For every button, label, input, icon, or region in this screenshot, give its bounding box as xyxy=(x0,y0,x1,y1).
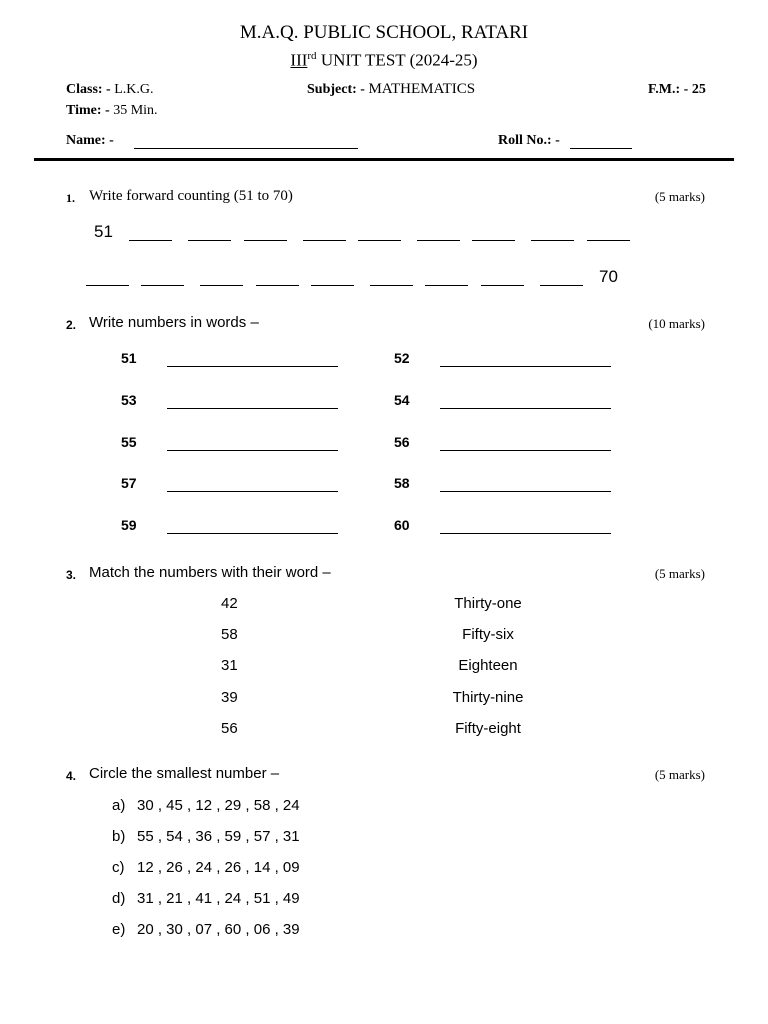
q1-count-blank[interactable] xyxy=(587,240,630,241)
q2-number: 2. xyxy=(66,318,77,332)
q2-left-number: 57 xyxy=(121,475,137,491)
q1-number: 1. xyxy=(66,191,75,205)
subject-info xyxy=(307,81,475,98)
q4-option-values[interactable]: 12 , 26 , 24 , 26 , 14 , 09 xyxy=(137,859,300,876)
name-field[interactable] xyxy=(134,148,358,149)
q4-option-label: b) xyxy=(112,828,126,845)
q1-count-blank[interactable] xyxy=(200,285,243,286)
q4-option-label: a) xyxy=(112,797,126,814)
q1-count-blank[interactable] xyxy=(141,285,184,286)
q2-answer-line[interactable] xyxy=(440,533,611,534)
q1-end-number: 70 xyxy=(599,267,618,286)
q4-option-label: e) xyxy=(112,921,126,938)
q1-count-blank[interactable] xyxy=(86,285,129,286)
q1-count-blank[interactable] xyxy=(188,240,231,241)
q1-count-blank[interactable] xyxy=(303,240,346,241)
q1-start-number: 51 xyxy=(94,222,113,241)
fm-value: 25 xyxy=(691,82,706,97)
q3-word-item[interactable]: Fifty-eight xyxy=(455,720,521,737)
q2-answer-line[interactable] xyxy=(440,408,611,409)
q3-number-item[interactable]: 31 xyxy=(221,657,238,674)
q1-count-blank[interactable] xyxy=(531,240,574,241)
header-divider xyxy=(34,158,734,161)
q2-right-number: 60 xyxy=(394,517,410,533)
q4-option-values[interactable]: 30 , 45 , 12 , 29 , 58 , 24 xyxy=(137,797,300,814)
q1-count-blank[interactable] xyxy=(425,285,468,286)
q2-answer-line[interactable] xyxy=(167,408,338,409)
q2-left-number: 51 xyxy=(121,350,137,366)
q2-text: Write numbers in words – xyxy=(89,314,259,331)
class-info xyxy=(66,82,154,98)
q4-option-values[interactable]: 55 , 54 , 36 , 59 , 57 , 31 xyxy=(137,828,300,845)
q4-marks: (5 marks) xyxy=(654,767,705,782)
q1-count-blank[interactable] xyxy=(417,240,460,241)
q2-answer-line[interactable] xyxy=(167,450,338,451)
q3-marks: (5 marks) xyxy=(654,566,705,581)
q2-answer-line[interactable] xyxy=(440,366,611,367)
q1-text: Write forward counting (51 to 70) xyxy=(89,188,293,204)
q1-count-blank[interactable] xyxy=(256,285,299,286)
q1-count-blank[interactable] xyxy=(472,240,515,241)
q1-count-blank[interactable] xyxy=(358,240,401,241)
roll-field[interactable] xyxy=(570,148,632,149)
q1-count-blank[interactable] xyxy=(540,285,583,286)
q3-text: Match the numbers with their word – xyxy=(89,564,331,581)
q4-option-label: d) xyxy=(112,890,126,907)
subject-label: Subject: - xyxy=(307,82,369,97)
q3-number-item[interactable]: 56 xyxy=(221,720,238,737)
q4-number: 4. xyxy=(66,769,77,783)
q2-left-number: 53 xyxy=(121,392,137,408)
test-roman: III xyxy=(290,50,308,70)
q1-count-blank[interactable] xyxy=(481,285,524,286)
fm-info xyxy=(648,82,706,98)
q4-option-label: c) xyxy=(112,859,125,876)
q1-count-blank[interactable] xyxy=(311,285,354,286)
q2-answer-line[interactable] xyxy=(167,533,338,534)
q2-answer-line[interactable] xyxy=(440,491,611,492)
q4-text: Circle the smallest number – xyxy=(89,765,280,782)
q1-count-blank[interactable] xyxy=(370,285,413,286)
fm-label: F.M.: - xyxy=(648,82,692,97)
q1-count-blank[interactable] xyxy=(129,240,172,241)
class-value: L.K.G. xyxy=(114,82,154,97)
q2-answer-line[interactable] xyxy=(167,366,338,367)
q3-number-item[interactable]: 42 xyxy=(221,595,238,612)
q1-marks: (5 marks) xyxy=(654,189,705,204)
q1-count-blank[interactable] xyxy=(244,240,287,241)
test-title xyxy=(0,50,768,71)
time-value: 35 Min. xyxy=(113,103,158,118)
time-info xyxy=(66,103,158,119)
q2-right-number: 54 xyxy=(394,392,410,408)
time-label: Time: - xyxy=(66,103,114,118)
q2-right-number: 56 xyxy=(394,434,410,450)
test-sup: rd xyxy=(307,50,317,62)
q3-word-item[interactable]: Thirty-nine xyxy=(452,689,524,706)
q2-marks: (10 marks) xyxy=(648,316,705,331)
class-label: Class: - xyxy=(66,82,115,97)
q2-answer-line[interactable] xyxy=(167,491,338,492)
q2-answer-line[interactable] xyxy=(440,450,611,451)
q2-right-number: 52 xyxy=(394,350,410,366)
q3-number-item[interactable]: 58 xyxy=(221,626,238,643)
q2-left-number: 55 xyxy=(121,434,137,450)
q4-option-values[interactable]: 20 , 30 , 07 , 60 , 06 , 39 xyxy=(137,921,300,938)
q3-word-item[interactable]: Eighteen xyxy=(458,657,518,674)
q2-left-number: 59 xyxy=(121,517,137,533)
school-name: M.A.Q. PUBLIC SCHOOL, RATARI xyxy=(239,22,529,43)
roll-label: Roll No.: - xyxy=(498,133,560,148)
q3-word-item[interactable]: Fifty-six xyxy=(462,626,514,643)
q2-right-number: 58 xyxy=(394,475,410,491)
q4-option-values[interactable]: 31 , 21 , 41 , 24 , 51 , 49 xyxy=(137,890,300,907)
q3-number-item[interactable]: 39 xyxy=(221,689,238,706)
subject-value: MATHEMATICS xyxy=(368,81,476,97)
name-label: Name: - xyxy=(66,133,114,148)
q3-number: 3. xyxy=(66,568,77,582)
test-title-text: UNIT TEST (2024-25) xyxy=(316,50,478,70)
q3-word-item[interactable]: Thirty-one xyxy=(454,595,522,612)
